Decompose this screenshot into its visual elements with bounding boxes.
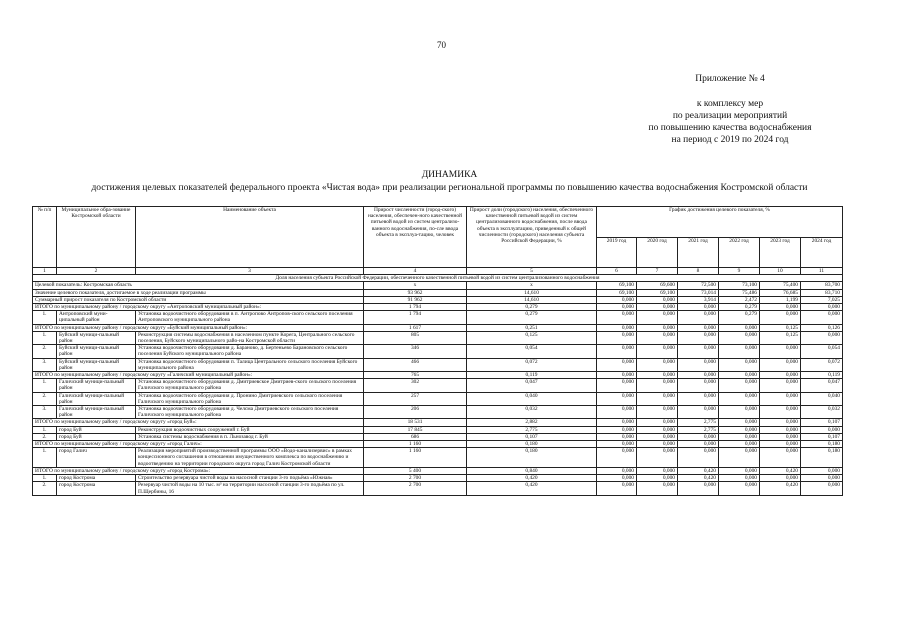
col-number: 2 (57, 268, 136, 275)
share-growth-cell: 0,180 (467, 448, 597, 468)
year-value-cell: 0,000 (719, 419, 760, 426)
year-value-cell: 0,000 (597, 419, 637, 426)
year-value-cell: 0,000 (637, 392, 678, 405)
year-value-cell: 0,000 (760, 379, 801, 392)
header-line-1: к комплексу мер (696, 99, 764, 109)
year-value-cell: 0,000 (597, 324, 637, 331)
share-growth-cell: 0,125 (467, 331, 597, 344)
year-value-cell: 0,000 (801, 482, 843, 495)
object-cell: Реконструкция водоочистных сооружений г. Буй (136, 426, 364, 433)
summary-row (33, 304, 843, 311)
share-growth-cell: 0,840 (467, 467, 597, 474)
year-value-cell: 0,000 (719, 448, 760, 468)
year-value-cell: 76,685 (760, 289, 801, 296)
year-value-cell: 0,000 (678, 379, 719, 392)
year-value-cell: 69,100 (637, 289, 678, 296)
year-value-cell: 0,000 (637, 419, 678, 426)
share-growth-cell: 0,072 (467, 358, 597, 371)
object-row (33, 433, 843, 440)
row-number: 2. (33, 433, 57, 440)
col-number: 1 (33, 268, 57, 275)
year-value-cell: 83,700 (801, 282, 843, 289)
year-value-cell: 0,000 (678, 392, 719, 405)
year-value-cell: 69,100 (597, 289, 637, 296)
row-number: 1. (33, 331, 57, 344)
year-value-cell: 0,000 (719, 392, 760, 405)
row-number: 1. (33, 448, 57, 468)
year-value-cell: 0,000 (719, 379, 760, 392)
summary-label: ИТОГО по муниципальному району / городскому округу «город Кострома»: (33, 467, 364, 474)
year-value-cell: 0,000 (678, 448, 719, 468)
share-growth-cell: 0,040 (467, 392, 597, 405)
share-growth-cell: 0,107 (467, 433, 597, 440)
year-value-cell: 0,000 (801, 467, 843, 474)
header-municipality: Муниципальное обра-зование Костромской области (57, 207, 136, 268)
year-value-cell: 0,000 (597, 406, 637, 419)
share-growth-cell: 2,775 (467, 426, 597, 433)
object-cell: Установка водоочистного оборудования д. Дмитриевское Дмитриев-ского сельского поселения Галичского муниципального района (136, 379, 364, 392)
summary-label: ИТОГО по муниципальному району / городскому округу «Буйский муниципальный район»: (33, 324, 364, 331)
summary-row (33, 419, 843, 426)
summary-label: Значение целевого показателя, достигаемое в ходе реализации программы (33, 289, 364, 296)
pop-growth-cell: 257 (364, 392, 467, 405)
year-value-cell: 0,279 (719, 311, 760, 324)
col-number: 10 (760, 268, 801, 275)
year-value-cell: 0,000 (597, 345, 637, 358)
year-value-cell: 0,000 (760, 406, 801, 419)
header-object: Наименование объекта (136, 207, 364, 268)
summary-row (33, 372, 843, 379)
section-title: Доля населения субъекта Российской Федерации, обеспеченного качественной питьевой водой из систем централизованного водоснабжения (33, 275, 843, 282)
year-value-cell: 75,486 (719, 289, 760, 296)
row-number: 1. (33, 379, 57, 392)
year-value-cell: 0,107 (801, 419, 843, 426)
object-row (33, 311, 843, 324)
municipality-cell: город Кострома (57, 482, 136, 495)
year-value-cell: 0,000 (637, 448, 678, 468)
pop-growth-cell: 1 160 (364, 441, 467, 448)
year-value-cell: 0,000 (719, 475, 760, 482)
year-value-cell: 0,119 (801, 372, 843, 379)
year-value-cell: 0,000 (760, 304, 801, 311)
year-value-cell: 0,000 (678, 441, 719, 448)
year-value-cell: 0,000 (637, 331, 678, 344)
year-value-cell: 0,420 (760, 482, 801, 495)
year-value-cell: 0,000 (678, 331, 719, 344)
object-row (33, 426, 843, 433)
pop-growth-cell: х (364, 282, 467, 289)
year-value-cell: 0,000 (760, 372, 801, 379)
year-value-cell: 0,420 (678, 467, 719, 474)
municipality-cell: город Буй (57, 433, 136, 440)
header-year: 2022 год (719, 237, 760, 268)
pop-growth-cell: 1 794 (364, 304, 467, 311)
object-row (33, 406, 843, 419)
year-value-cell: 0,040 (801, 392, 843, 405)
year-value-cell: 0,054 (801, 345, 843, 358)
col-number: 4 (364, 268, 467, 275)
share-growth-cell: 0,279 (467, 304, 597, 311)
object-row (33, 392, 843, 405)
pop-growth-cell: 91 962 (364, 296, 467, 303)
year-value-cell: 0,420 (678, 475, 719, 482)
municipality-cell: Буйский муници-пальный район (57, 345, 136, 358)
year-value-cell: 0,000 (719, 441, 760, 448)
municipality-cell: город Кострома (57, 475, 136, 482)
year-value-cell: 0,047 (801, 379, 843, 392)
year-value-cell: 0,000 (801, 426, 843, 433)
year-value-cell: 0,000 (760, 345, 801, 358)
document-subtitle: достижения целевых показателей федерального проекта «Чистая вода» при реализации региональной программы по повышению качества водоснабжения Костромской области (91, 183, 808, 193)
pop-growth-cell: 805 (364, 331, 467, 344)
year-value-cell: 0,000 (597, 467, 637, 474)
year-value-cell: 0,000 (760, 448, 801, 468)
share-growth-cell: х (467, 282, 597, 289)
share-growth-cell: 0,054 (467, 345, 597, 358)
year-value-cell: 0,000 (637, 379, 678, 392)
year-value-cell: 0,000 (760, 441, 801, 448)
share-growth-cell: 0,180 (467, 441, 597, 448)
row-number: 2. (33, 392, 57, 405)
year-value-cell: 0,180 (801, 448, 843, 468)
appendix-label: Приложение № 4 (695, 74, 765, 84)
year-value-cell: 0,000 (760, 433, 801, 440)
year-value-cell: 0,420 (760, 467, 801, 474)
year-value-cell: 0,032 (801, 406, 843, 419)
year-value-cell: 0,000 (760, 392, 801, 405)
year-value-cell: 0,000 (637, 311, 678, 324)
year-value-cell: 73,100 (719, 282, 760, 289)
object-row (33, 331, 843, 344)
pop-growth-cell: 5 400 (364, 467, 467, 474)
object-row (33, 379, 843, 392)
share-growth-cell: 0,279 (467, 311, 597, 324)
year-value-cell: 73,014 (678, 289, 719, 296)
pop-growth-cell: 1 160 (364, 448, 467, 468)
year-value-cell: 0,279 (719, 304, 760, 311)
municipality-cell: Галичский муници-пальный район (57, 406, 136, 419)
object-row (33, 482, 843, 495)
pop-growth-cell: 1 794 (364, 311, 467, 324)
pop-growth-cell: 686 (364, 433, 467, 440)
year-value-cell: 0,000 (597, 358, 637, 371)
header-line-3: по повышению качества водоснабжения (648, 123, 812, 133)
year-value-cell: 0,000 (719, 331, 760, 344)
year-value-cell: 0,126 (801, 324, 843, 331)
share-growth-cell: 0,420 (467, 475, 597, 482)
year-value-cell: 0,000 (801, 331, 843, 344)
object-cell: Установка водоочистного оборудования д. Челсма Дмитриевского сельского поселения Галичского муниципального района (136, 406, 364, 419)
object-row (33, 345, 843, 358)
object-row (33, 448, 843, 468)
year-value-cell: 0,000 (719, 324, 760, 331)
year-value-cell: 0,000 (719, 406, 760, 419)
header-share-growth: Прирост доли (городского) населения, обеспеченного качественной питьевой водой из систем централизованного водоснабжения, после ввода объекта в эксплуатацию, приведенный к общей численности (городского) населения субъекта Российской Федерации, % (467, 207, 597, 268)
section-row (33, 275, 843, 282)
year-value-cell: 0,000 (597, 379, 637, 392)
header-year: 2019 год (597, 237, 637, 268)
header-pop-growth: Прирост численности (город-ского) населения, обеспечен-ного качественной питьевой водой из систем централизо-ванного водоснабжения, по-сле ввода объекта в эксплуа-тацию, человек (364, 207, 467, 268)
year-value-cell: 0,000 (597, 441, 637, 448)
municipality-cell: Галичский муници-пальный район (57, 392, 136, 405)
summary-row (33, 324, 843, 331)
year-value-cell: 0,000 (719, 426, 760, 433)
municipality-cell: город Галич (57, 448, 136, 468)
object-row (33, 475, 843, 482)
year-value-cell: 0,000 (760, 426, 801, 433)
summary-label: Целевой показатель: Костромская область (33, 282, 364, 289)
year-value-cell: 0,000 (719, 358, 760, 371)
year-value-cell: 0,000 (760, 475, 801, 482)
year-value-cell: 0,000 (678, 433, 719, 440)
object-cell: Установка системы водоснабжения в п. Льнозавод г. Буй (136, 433, 364, 440)
summary-row (33, 282, 843, 289)
year-value-cell: 69,100 (597, 282, 637, 289)
header-schedule: График достижения целевого показателя, % (597, 207, 843, 238)
year-value-cell: 0,000 (597, 304, 637, 311)
col-number: 11 (801, 268, 843, 275)
header-line-2: по реализации мероприятий (672, 111, 788, 121)
municipality-cell: город Буй (57, 426, 136, 433)
pop-growth-cell: 1 617 (364, 324, 467, 331)
year-value-cell: 0,000 (637, 304, 678, 311)
share-growth-cell: 14,610 (467, 296, 597, 303)
year-value-cell: 0,000 (597, 372, 637, 379)
year-value-cell: 0,000 (637, 482, 678, 495)
municipality-cell: Буйский муници-пальный район (57, 331, 136, 344)
col-number: 7 (637, 268, 678, 275)
municipality-cell: Антроповский муни-ципальный район (57, 311, 136, 324)
year-value-cell: 0,000 (678, 345, 719, 358)
header-num: № п/п (33, 207, 57, 268)
year-value-cell: 0,180 (801, 441, 843, 448)
year-value-cell: 0,000 (597, 392, 637, 405)
summary-label: ИТОГО по муниципальному району / городскому округу «Антроповский муниципальный район»: (33, 304, 364, 311)
year-value-cell: 0,000 (760, 311, 801, 324)
object-cell: Установка водоочистного оборудования д. Пронино Дмитриевского сельского поселения Галичского муниципального района (136, 392, 364, 405)
year-value-cell: 75,400 (760, 282, 801, 289)
year-value-cell: 0,000 (637, 345, 678, 358)
year-value-cell: 0,000 (678, 324, 719, 331)
summary-row (33, 289, 843, 296)
col-number: 8 (678, 268, 719, 275)
dynamics-table (32, 206, 843, 496)
year-value-cell: 7,025 (801, 296, 843, 303)
row-number: 3. (33, 406, 57, 419)
year-value-cell: 0,000 (678, 358, 719, 371)
object-cell: Установка водоочистного оборудования п. Талица Центрального сельского поселения Буйского муниципального района (136, 358, 364, 371)
year-value-cell: 1,199 (760, 296, 801, 303)
share-growth-cell: 2,882 (467, 419, 597, 426)
year-value-cell: 0,000 (760, 419, 801, 426)
year-value-cell: 0,107 (801, 433, 843, 440)
pop-growth-cell: 206 (364, 406, 467, 419)
year-value-cell: 0,000 (801, 311, 843, 324)
year-value-cell: 0,000 (597, 311, 637, 324)
col-number: 3 (136, 268, 364, 275)
year-value-cell: 0,000 (637, 406, 678, 419)
row-number: 2. (33, 345, 57, 358)
pop-growth-cell: 765 (364, 372, 467, 379)
col-number: 6 (597, 268, 637, 275)
year-value-cell: 0,000 (637, 426, 678, 433)
year-value-cell: 72,500 (678, 282, 719, 289)
year-value-cell: 2,472 (719, 296, 760, 303)
object-cell: Резервуар чистой воды на 10 тыс. м³ на территории насосной станции 3-го подъёма по ул. П.Щербины, 16 (136, 482, 364, 495)
pop-growth-cell: 17 845 (364, 426, 467, 433)
year-value-cell: 3,914 (678, 296, 719, 303)
year-value-cell: 0,000 (719, 433, 760, 440)
summary-row (33, 467, 843, 474)
pop-growth-cell: 18 531 (364, 419, 467, 426)
year-value-cell: 0,000 (678, 406, 719, 419)
year-value-cell: 0,000 (678, 304, 719, 311)
object-cell: Установка водоочистного оборудования в п. Антропово Антропов-ского сельского поселения Антроповского муниципального района (136, 311, 364, 324)
row-number: 1. (33, 475, 57, 482)
year-value-cell: 0,000 (597, 331, 637, 344)
year-value-cell: 0,000 (597, 426, 637, 433)
year-value-cell: 0,000 (719, 372, 760, 379)
pop-growth-cell: 302 (364, 379, 467, 392)
year-value-cell: 0,000 (637, 441, 678, 448)
row-number: 1. (33, 311, 57, 324)
column-number-row (33, 268, 843, 275)
year-value-cell: 69,600 (637, 282, 678, 289)
share-growth-cell: 0,251 (467, 324, 597, 331)
year-value-cell: 0,000 (637, 475, 678, 482)
year-value-cell: 0,000 (637, 372, 678, 379)
header-row (33, 207, 843, 238)
header-year: 2021 год (678, 237, 719, 268)
year-value-cell: 0,000 (597, 296, 637, 303)
year-value-cell: 0,000 (637, 358, 678, 371)
object-row (33, 358, 843, 371)
year-value-cell: 0,000 (719, 482, 760, 495)
year-value-cell: 0,000 (597, 448, 637, 468)
col-number: 9 (719, 268, 760, 275)
summary-row (33, 296, 843, 303)
header-line-4: на период с 2019 по 2024 год (671, 135, 789, 145)
summary-row (33, 441, 843, 448)
pop-growth-cell: 346 (364, 345, 467, 358)
summary-label: Суммарный прирост показателя по Костромской области (33, 296, 364, 303)
year-value-cell: 0,000 (678, 482, 719, 495)
col-number: 5 (467, 268, 597, 275)
municipality-cell: Галичский муници-пальный район (57, 379, 136, 392)
pop-growth-cell: 2 700 (364, 482, 467, 495)
share-growth-cell: 0,047 (467, 379, 597, 392)
year-value-cell: 0,000 (760, 358, 801, 371)
object-cell: Реконструкция системы водоснабжения в населенном пункте Корега, Центрального сельского поселения, Буйского муниципального райо-на Костромской области (136, 331, 364, 344)
header-year: 2024 год (801, 237, 843, 268)
header-year: 2020 год (637, 237, 678, 268)
year-value-cell: 83,710 (801, 289, 843, 296)
municipality-cell: Буйский муници-пальный район (57, 358, 136, 371)
share-growth-cell: 0,119 (467, 372, 597, 379)
document-title: ДИНАМИКА (421, 170, 478, 180)
year-value-cell: 0,072 (801, 358, 843, 371)
pop-growth-cell: 466 (364, 358, 467, 371)
row-number: 3. (33, 358, 57, 371)
year-value-cell: 0,125 (760, 324, 801, 331)
object-cell: Установка водоочистного оборудования д. Бараново, д. Бертеньево Барановского сельского поселения Буйского муниципального района (136, 345, 364, 358)
object-cell: Реализация мероприятий производственной программы ООО «Водо-канализервис» в рамках концессионного соглашения в отношении имущественного комплекса по водоснабжению и водоотведению на территории городского округа город Галич Костромской области (136, 448, 364, 468)
year-value-cell: 0,000 (637, 467, 678, 474)
summary-label: ИТОГО по муниципальному району / городскому округу «Галичский муниципальный район»: (33, 372, 364, 379)
year-value-cell: 0,000 (597, 433, 637, 440)
row-number: 2. (33, 482, 57, 495)
pop-growth-cell: 2 700 (364, 475, 467, 482)
year-value-cell: 0,000 (801, 475, 843, 482)
share-growth-cell: 14,610 (467, 289, 597, 296)
table-body (33, 207, 843, 496)
year-value-cell: 2,775 (678, 426, 719, 433)
page-number: 70 (437, 40, 446, 50)
header-year: 2023 год (760, 237, 801, 268)
pop-growth-cell: 93 962 (364, 289, 467, 296)
year-value-cell: 0,000 (678, 372, 719, 379)
share-growth-cell: 0,032 (467, 406, 597, 419)
summary-label: ИТОГО по муниципальному району / городскому округу «город Галич»: (33, 441, 364, 448)
year-value-cell: 0,000 (719, 467, 760, 474)
row-number: 1. (33, 426, 57, 433)
year-value-cell: 0,000 (678, 311, 719, 324)
year-value-cell: 2,775 (678, 419, 719, 426)
year-value-cell: 0,000 (719, 345, 760, 358)
year-value-cell: 0,000 (597, 475, 637, 482)
year-value-cell: 0,000 (597, 482, 637, 495)
year-value-cell: 0,125 (760, 331, 801, 344)
year-value-cell: 0,000 (637, 433, 678, 440)
year-value-cell: 0,000 (637, 296, 678, 303)
year-value-cell: 0,000 (801, 304, 843, 311)
share-growth-cell: 0,420 (467, 482, 597, 495)
object-cell: Строительство резервуара чистой воды на насосной станции 3-го подъёма «Южная» (136, 475, 364, 482)
summary-label: ИТОГО по муниципальному району / городскому округу «город Буй»: (33, 419, 364, 426)
year-value-cell: 0,000 (637, 324, 678, 331)
